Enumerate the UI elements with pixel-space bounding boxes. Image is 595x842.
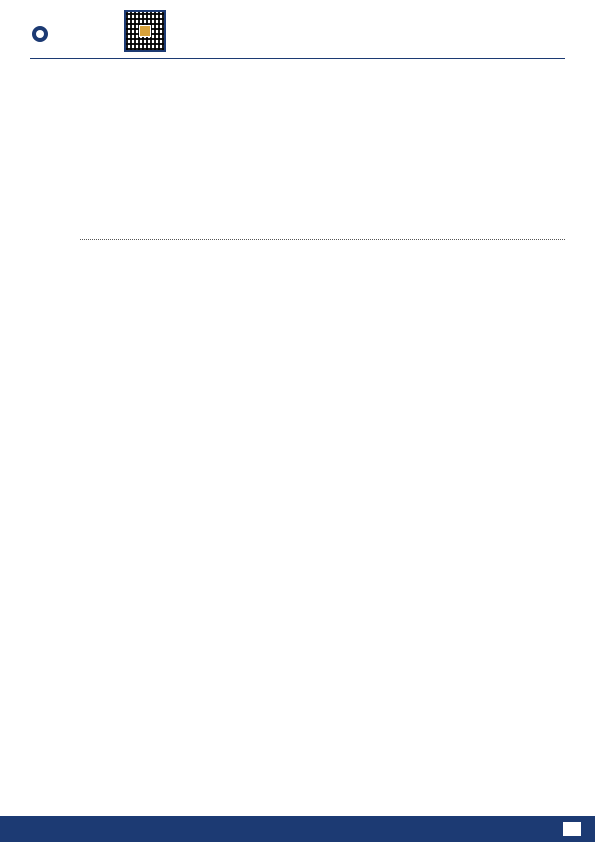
logo-mark-icon xyxy=(32,26,48,42)
toc-multiline-entry[interactable] xyxy=(53,239,568,245)
page-footer xyxy=(0,816,595,842)
toc-leader xyxy=(80,239,565,240)
page-header xyxy=(0,0,595,62)
qr-center-logo-icon xyxy=(139,25,151,37)
header-divider xyxy=(30,58,565,59)
page-number xyxy=(563,822,581,836)
company-logo xyxy=(32,26,52,42)
